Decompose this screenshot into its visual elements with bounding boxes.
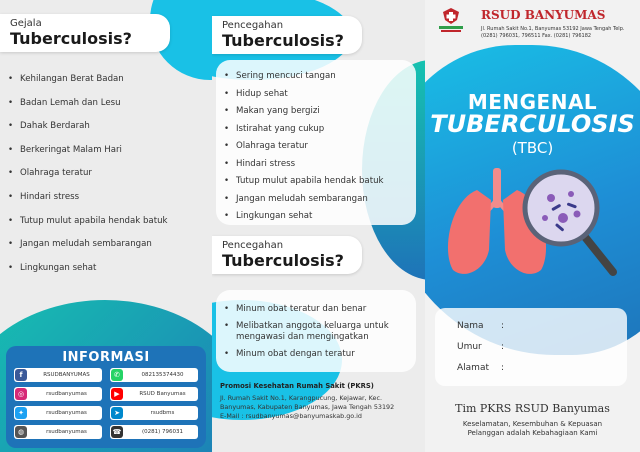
twitter-link[interactable]	[14, 406, 102, 420]
hospital-logo-icon	[435, 6, 467, 36]
phone-icon: ☎	[112, 428, 122, 436]
website-icon: ◍	[15, 426, 27, 438]
list-item: • Makan yang bergizi	[224, 106, 414, 117]
hospital-address: Jl. Rumah Sakit No.1, Banyumas 53192 Jawa Tengah Telp. (0281) 796031, 796511 Fax. (0281) 796182	[481, 26, 625, 39]
list-item: • Kehilangan Berat Badan	[8, 74, 208, 85]
panel-cover	[425, 0, 640, 452]
motto-line-2: Pelanggan adalah Kebahagiaan Kami	[467, 429, 598, 437]
instagram-label: rsudbanyumas	[46, 391, 87, 397]
phone-label: (0281) 796031	[141, 429, 184, 435]
cover-heading-1: MENGENAL	[467, 90, 598, 114]
list-item: • Hidup sehat	[224, 89, 414, 100]
list-item: • Istirahat yang cukup	[224, 124, 414, 135]
form-row-age	[457, 342, 504, 352]
list-item: • Berkeringat Malam Hari	[8, 145, 208, 156]
youtube-icon: ▶	[111, 388, 123, 400]
name-separator: :	[501, 321, 505, 331]
telegram-icon: ➤	[111, 407, 123, 419]
cover-heading-3: (TBC)	[511, 139, 554, 157]
list-item: • Jangan meludah sembarangan	[8, 239, 208, 250]
whatsapp-link[interactable]	[110, 368, 198, 382]
whatsapp-label: 082135374430	[141, 372, 184, 378]
youtube-link[interactable]	[110, 387, 198, 401]
age-separator: :	[501, 342, 505, 352]
contact-head: Promosi Kesehatan Rumah Sakit (PKRS)	[220, 382, 374, 390]
list-item: • Minum obat dengan teratur	[224, 349, 414, 360]
contact-address: Jl. Rumah Sakit No.1, Karangpucung, Kejawar, Kec. Banyumas, Kabupaten Banyumas, Jawa Tengah 53192	[220, 394, 395, 411]
list-item: • Olahraga teratur	[224, 141, 414, 152]
facebook-link[interactable]	[14, 368, 102, 382]
contact-info	[220, 382, 416, 421]
info-title: INFORMASI	[62, 350, 150, 365]
twitter-label: rsudbanyumas	[46, 410, 87, 416]
prevention-list-1	[224, 71, 414, 222]
instagram-icon: ◎	[15, 388, 27, 400]
facebook-icon: f	[15, 369, 27, 381]
prevention-title-card-1	[212, 16, 362, 54]
prevention-title-1: Tuberculosis?	[222, 31, 344, 50]
instagram-link[interactable]	[14, 387, 102, 401]
cover-heading-2: TUBERCULOSIS	[430, 110, 635, 138]
address-separator: :	[501, 363, 505, 373]
list-item: • Olahraga teratur	[8, 168, 208, 179]
prevention-title-small-1: Pencegahan	[222, 20, 284, 31]
website-label: rsudbanyumas	[46, 429, 87, 435]
motto-line-1: Keselamatan, Kesembuhan & Kepuasan	[462, 420, 603, 428]
list-item: • Minum obat teratur dan benar	[224, 304, 414, 315]
facebook-label: RSUDBANYUMAS	[43, 372, 90, 378]
phone-link[interactable]	[110, 425, 198, 439]
prevention-title-small-2: Pencegahan	[222, 240, 284, 251]
motto	[425, 420, 640, 438]
list-item: • Badan Lemah dan Lesu	[8, 98, 208, 109]
team-name: Tim PKRS RSUD Banyumas	[455, 402, 610, 415]
list-item: • Lingkungan sehat	[8, 263, 208, 274]
patient-form	[435, 308, 627, 386]
list-item: • Jangan meludah sembarangan	[224, 194, 414, 205]
address-label: Alamat	[457, 363, 489, 373]
list-item: • Hindari stress	[224, 159, 414, 170]
symptoms-list	[8, 74, 208, 274]
name-label: Nama	[457, 321, 484, 331]
prevention-title-2: Tuberculosis?	[222, 251, 344, 270]
list-item: • Lingkungan sehat	[224, 211, 414, 222]
prevention-list-2	[224, 304, 414, 360]
form-row-name	[457, 321, 504, 331]
list-item: • Tutup mulut apabila hendak batuk	[8, 216, 208, 227]
list-item: • Tutup mulut apabila hendak batuk	[224, 176, 414, 187]
info-box	[6, 346, 206, 448]
list-item: • Dahak Berdarah	[8, 121, 208, 132]
whatsapp-icon: ✆	[111, 369, 123, 381]
symptoms-title-small: Gejala	[10, 18, 42, 29]
prevention-title-card-2	[212, 236, 362, 274]
youtube-label: RSUD Banyumas	[139, 391, 186, 397]
lungs-illustration	[431, 160, 631, 290]
twitter-icon: ✦	[15, 407, 27, 419]
list-item: • Sering mencuci tangan	[224, 71, 414, 82]
list-item: • Melibatkan anggota keluarga untuk mengawasi dan mengingatkan	[224, 321, 414, 343]
age-label: Umur	[457, 342, 482, 352]
form-row-address	[457, 363, 504, 373]
panel-prevention	[212, 0, 425, 452]
hospital-name: RSUD BANYUMAS	[481, 8, 606, 22]
list-item: • Hindari stress	[8, 192, 208, 203]
hospital-logo	[435, 6, 467, 36]
website-link[interactable]	[14, 425, 102, 439]
contact-email[interactable]: E-Mail : rsudbanyumas@banyumaskab.go.id	[220, 412, 362, 420]
telegram-label: rsudbms	[150, 410, 175, 416]
symptoms-title: Tuberculosis?	[10, 29, 132, 48]
symptoms-title-card	[0, 14, 170, 52]
panel-symptoms	[0, 0, 212, 452]
telegram-link[interactable]	[110, 406, 198, 420]
